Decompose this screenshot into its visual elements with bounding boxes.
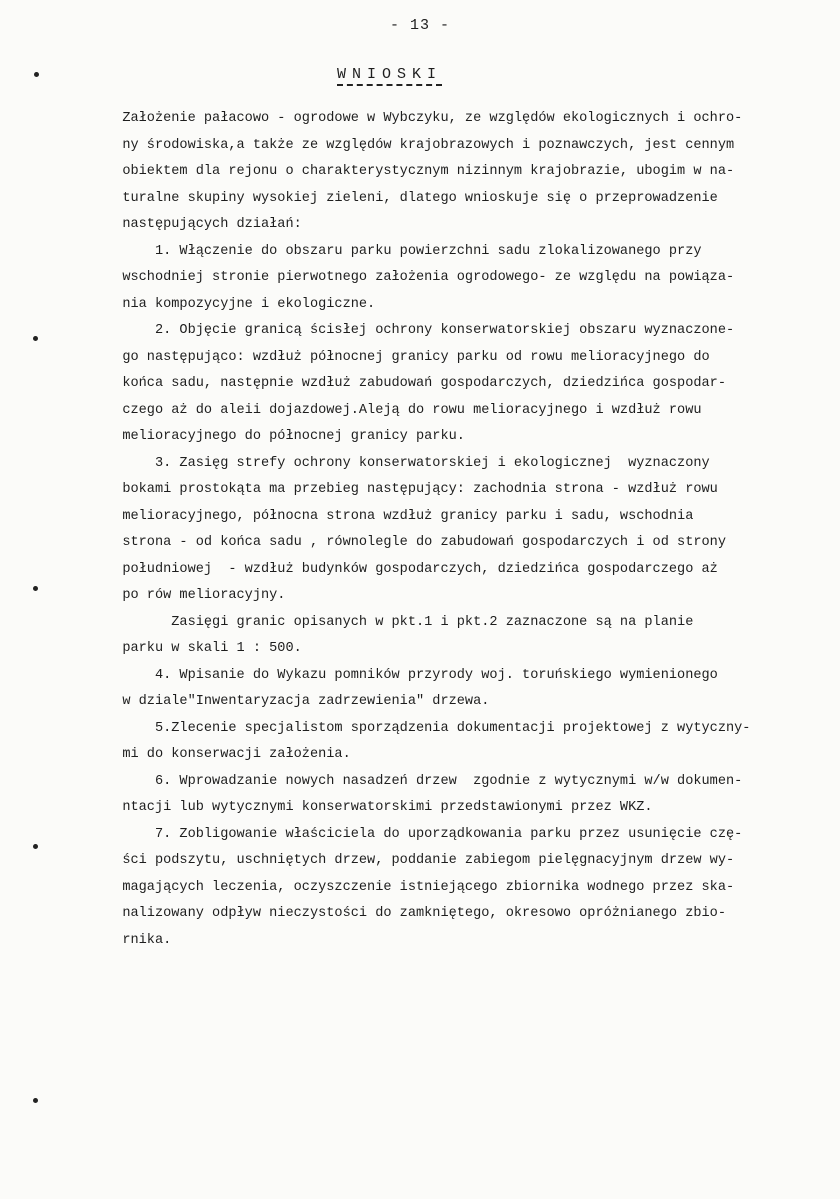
- binder-hole-mark: [33, 844, 38, 849]
- text-line: bokami prostokąta ma przebieg następujący: zachodnia strona - wzdłuż rowu: [106, 482, 718, 497]
- binder-hole-mark: [33, 586, 38, 591]
- text-line: 5.Zlecenie specjalistom sporządzenia dokumentacji projektowej z wytyczny-: [106, 720, 751, 736]
- document-body: [106, 106, 786, 954]
- text-line: 6. Wprowadzanie nowych nasadzeń drzew zgodnie z wytycznymi w/w dokumen-: [106, 773, 743, 789]
- text-line: melioracyjnego do północnej granicy parku.: [106, 429, 465, 444]
- text-line: czego aż do aleii dojazdowej.Aleją do rowu melioracyjnego i wzdłuż rowu: [106, 402, 702, 418]
- text-line: następujących działań:: [106, 217, 302, 232]
- text-line: nia kompozycyjne i ekologiczne.: [106, 296, 376, 312]
- text-line: końca sadu, następnie wzdłuż zabudowań gospodarczych, dziedzińca gospodar-: [106, 376, 726, 391]
- binder-hole-mark: [33, 336, 38, 341]
- text-line: 4. Wpisanie do Wykazu pomników przyrody woj. toruńskiego wymienionego: [106, 667, 718, 683]
- text-line: Zasięgi granic opisanych w pkt.1 i pkt.2 zaznaczone są na planie: [106, 614, 694, 630]
- page-number: - 13 -: [389, 17, 450, 34]
- text-line: ny środowiska,a także ze względów krajobrazowych i poznawczych, jest cennym: [106, 137, 735, 153]
- text-line: wschodniej stronie pierwotnego założenia ogrodowego- ze względu na powiąza-: [106, 270, 735, 285]
- text-line: parku w skali 1 : 500.: [106, 641, 302, 656]
- text-line: rnika.: [106, 932, 172, 948]
- text-line: obiektem dla rejonu o charakterystycznym nizinnym krajobrazie, ubogim w na-: [106, 164, 735, 179]
- text-line: 3. Zasięg strefy ochrony konserwatorskiej i ekologicznej wyznaczony: [106, 455, 710, 471]
- text-line: w dziale"Inwentaryzacja zadrzewienia" drzewa.: [106, 694, 490, 709]
- text-line: 2. Objęcie granicą ścisłej ochrony konserwatorskiej obszaru wyznaczone-: [106, 323, 735, 338]
- binder-hole-mark: [33, 1098, 38, 1103]
- text-line: turalne skupiny wysokiej zieleni, dlatego wnioskuje się o przeprowadzenie: [106, 190, 718, 206]
- text-line: ntacji lub wytycznymi konserwatorskimi przedstawionymi przez WKZ.: [106, 800, 653, 815]
- text-line: magających leczenia, oczyszczenie istniejącego zbiornika wodnego przez ska-: [106, 879, 735, 895]
- text-line: 7. Zobligowanie właściciela do uporządkowania parku przez usunięcie czę-: [106, 826, 743, 842]
- text-line: po rów melioracyjny.: [106, 588, 286, 603]
- text-line: melioracyjnego, północna strona wzdłuż granicy parku i sadu, wschodnia: [106, 508, 694, 524]
- text-line: ści podszytu, uschniętych drzew, poddanie zabiegom pielęgnacyjnym drzew wy-: [106, 853, 735, 868]
- section-heading: WNIOSKI: [337, 66, 442, 86]
- text-line: strona - od końca sadu , równolegle do zabudowań gospodarczych i od strony: [106, 535, 726, 550]
- text-line: mi do konserwacji założenia.: [106, 747, 351, 762]
- text-line: Założenie pałacowo - ogrodowe w Wybczyku, ze względów ekologicznych i ochro-: [106, 111, 743, 126]
- text-line: południowej - wzdłuż budynków gospodarczych, dziedzińca gospodarczego aż: [106, 561, 718, 577]
- text-line: 1. Włączenie do obszaru parku powierzchni sadu zlokalizowanego przy: [106, 243, 702, 259]
- binder-hole-mark: [34, 72, 39, 77]
- text-line: go następująco: wzdłuż północnej granicy parku od rowu melioracyjnego do: [106, 349, 710, 365]
- text-line: nalizowany odpływ nieczystości do zamkniętego, okresowo opróżnianego zbio-: [106, 906, 726, 921]
